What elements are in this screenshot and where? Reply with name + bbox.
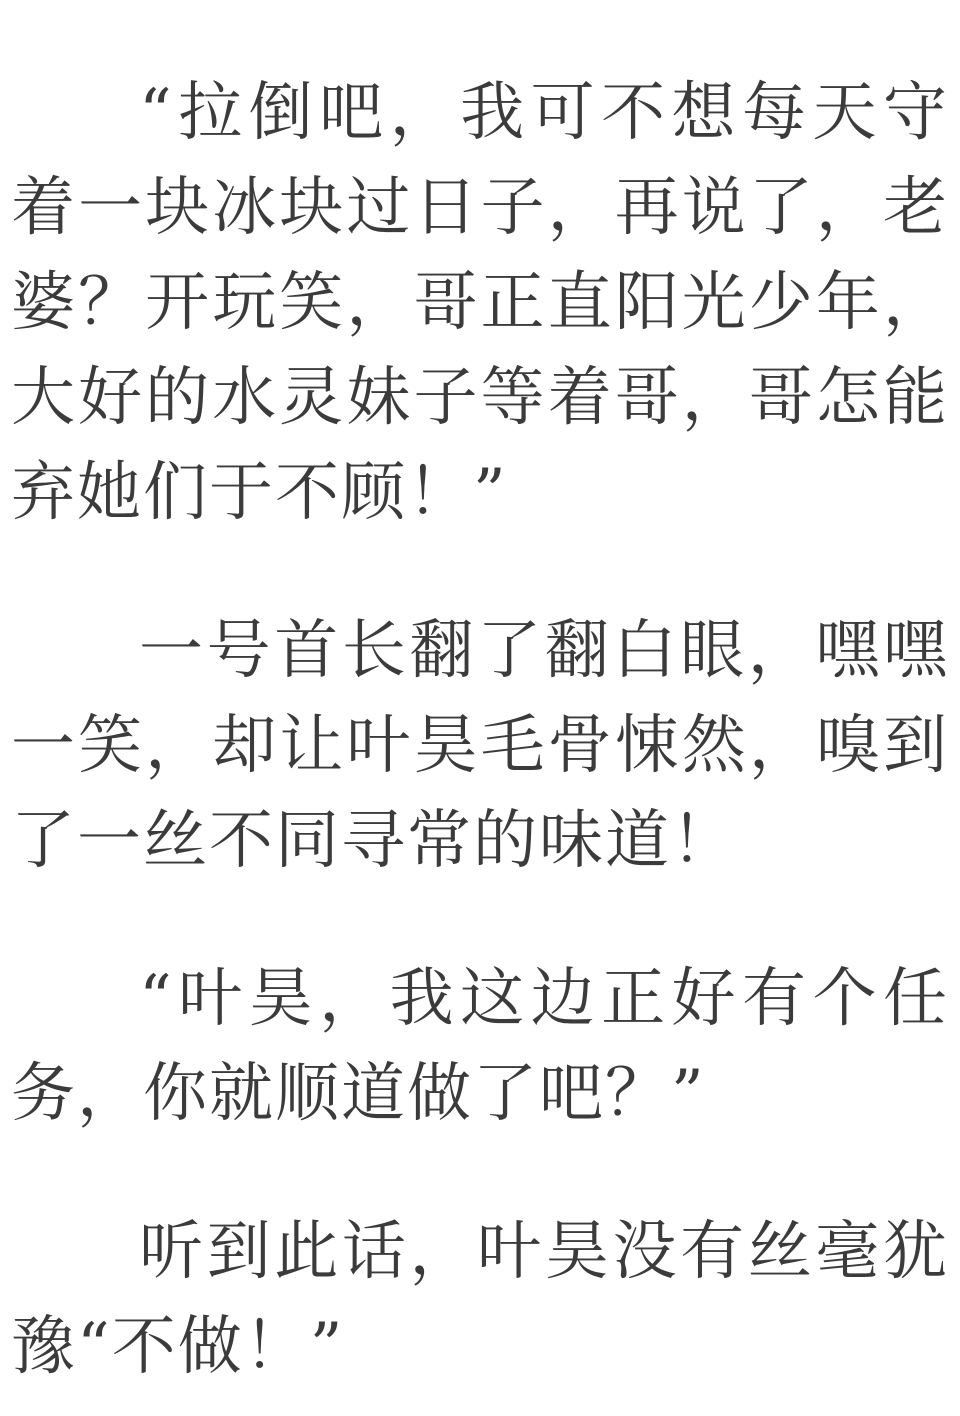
novel-paragraph-2: 一号首长翻了翻白眼，嘿嘿一笑，却让叶昊毛骨悚然，嗅到了一丝不同寻常的味道！ [11, 614, 949, 878]
novel-paragraph-3: “叶昊，我这边正好有个任务，你就顺道做了吧？” [11, 962, 949, 1131]
novel-paragraph-4: 听到此话，叶昊没有丝毫犹豫“不做！” [11, 1215, 949, 1384]
novel-paragraph-1: “拉倒吧，我可不想每天守着一块冰块过日子，再说了，老婆？开玩笑，哥正直阳光少年，大好的水灵妹子等着哥，哥怎能弃她们于不顾！” [11, 76, 949, 530]
